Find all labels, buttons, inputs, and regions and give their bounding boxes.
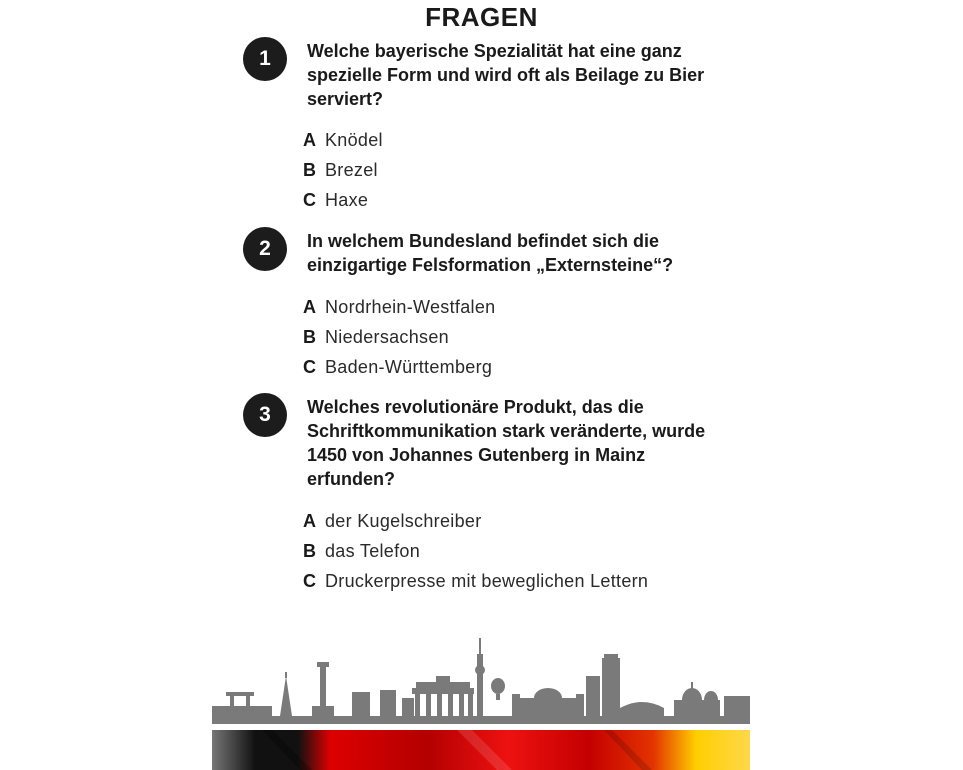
- answer-options: [303, 292, 495, 382]
- option-a[interactable]: [303, 292, 495, 322]
- option-text: Haxe: [325, 190, 369, 210]
- option-b[interactable]: [303, 536, 648, 566]
- option-letter: B: [303, 160, 316, 180]
- option-letter: B: [303, 327, 316, 347]
- option-a[interactable]: [303, 125, 383, 155]
- option-letter: A: [303, 297, 316, 317]
- option-letter: C: [303, 357, 316, 377]
- question-number-badge: 2: [243, 227, 287, 271]
- question-number-badge: 3: [243, 393, 287, 437]
- page-title: FRAGEN: [425, 2, 538, 32]
- option-letter: C: [303, 190, 316, 210]
- option-text: Knödel: [325, 130, 383, 150]
- option-text: Nordrhein-Westfalen: [325, 297, 496, 317]
- option-text: Niedersachsen: [325, 327, 449, 347]
- question-number-badge: 1: [243, 37, 287, 81]
- question-text: In welchem Bundesland befindet sich die einzigartige Felsformation „Externsteine“?: [307, 231, 674, 275]
- option-text: Brezel: [325, 160, 378, 180]
- option-letter: A: [303, 511, 316, 531]
- option-text: Baden-Württemberg: [325, 357, 493, 377]
- option-c[interactable]: [303, 185, 383, 215]
- question-text: Welche bayerische Spezialität hat eine ganz spezielle Form und wird oft als Beilage zu Bier serviert?: [307, 41, 705, 109]
- option-c[interactable]: [303, 352, 495, 382]
- option-text: das Telefon: [325, 541, 421, 561]
- option-text: der Kugelschreiber: [325, 511, 482, 531]
- option-letter: B: [303, 541, 316, 561]
- option-a[interactable]: [303, 506, 648, 536]
- option-letter: C: [303, 571, 316, 591]
- city-skyline-illustration: [212, 636, 750, 726]
- answer-options: [303, 125, 383, 215]
- option-b[interactable]: [303, 155, 383, 185]
- answer-options: [303, 506, 648, 596]
- option-letter: A: [303, 130, 316, 150]
- option-c[interactable]: [303, 566, 648, 596]
- german-flag-banner: [212, 730, 750, 770]
- option-text: Druckerpresse mit beweglichen Lettern: [325, 571, 649, 591]
- question-text: Welches revolutionäre Produkt, das die Schriftkommunikation stark veränderte, wurde 1450 von Johannes Gutenberg in Mainz erfunden?: [307, 397, 706, 489]
- option-b[interactable]: [303, 322, 495, 352]
